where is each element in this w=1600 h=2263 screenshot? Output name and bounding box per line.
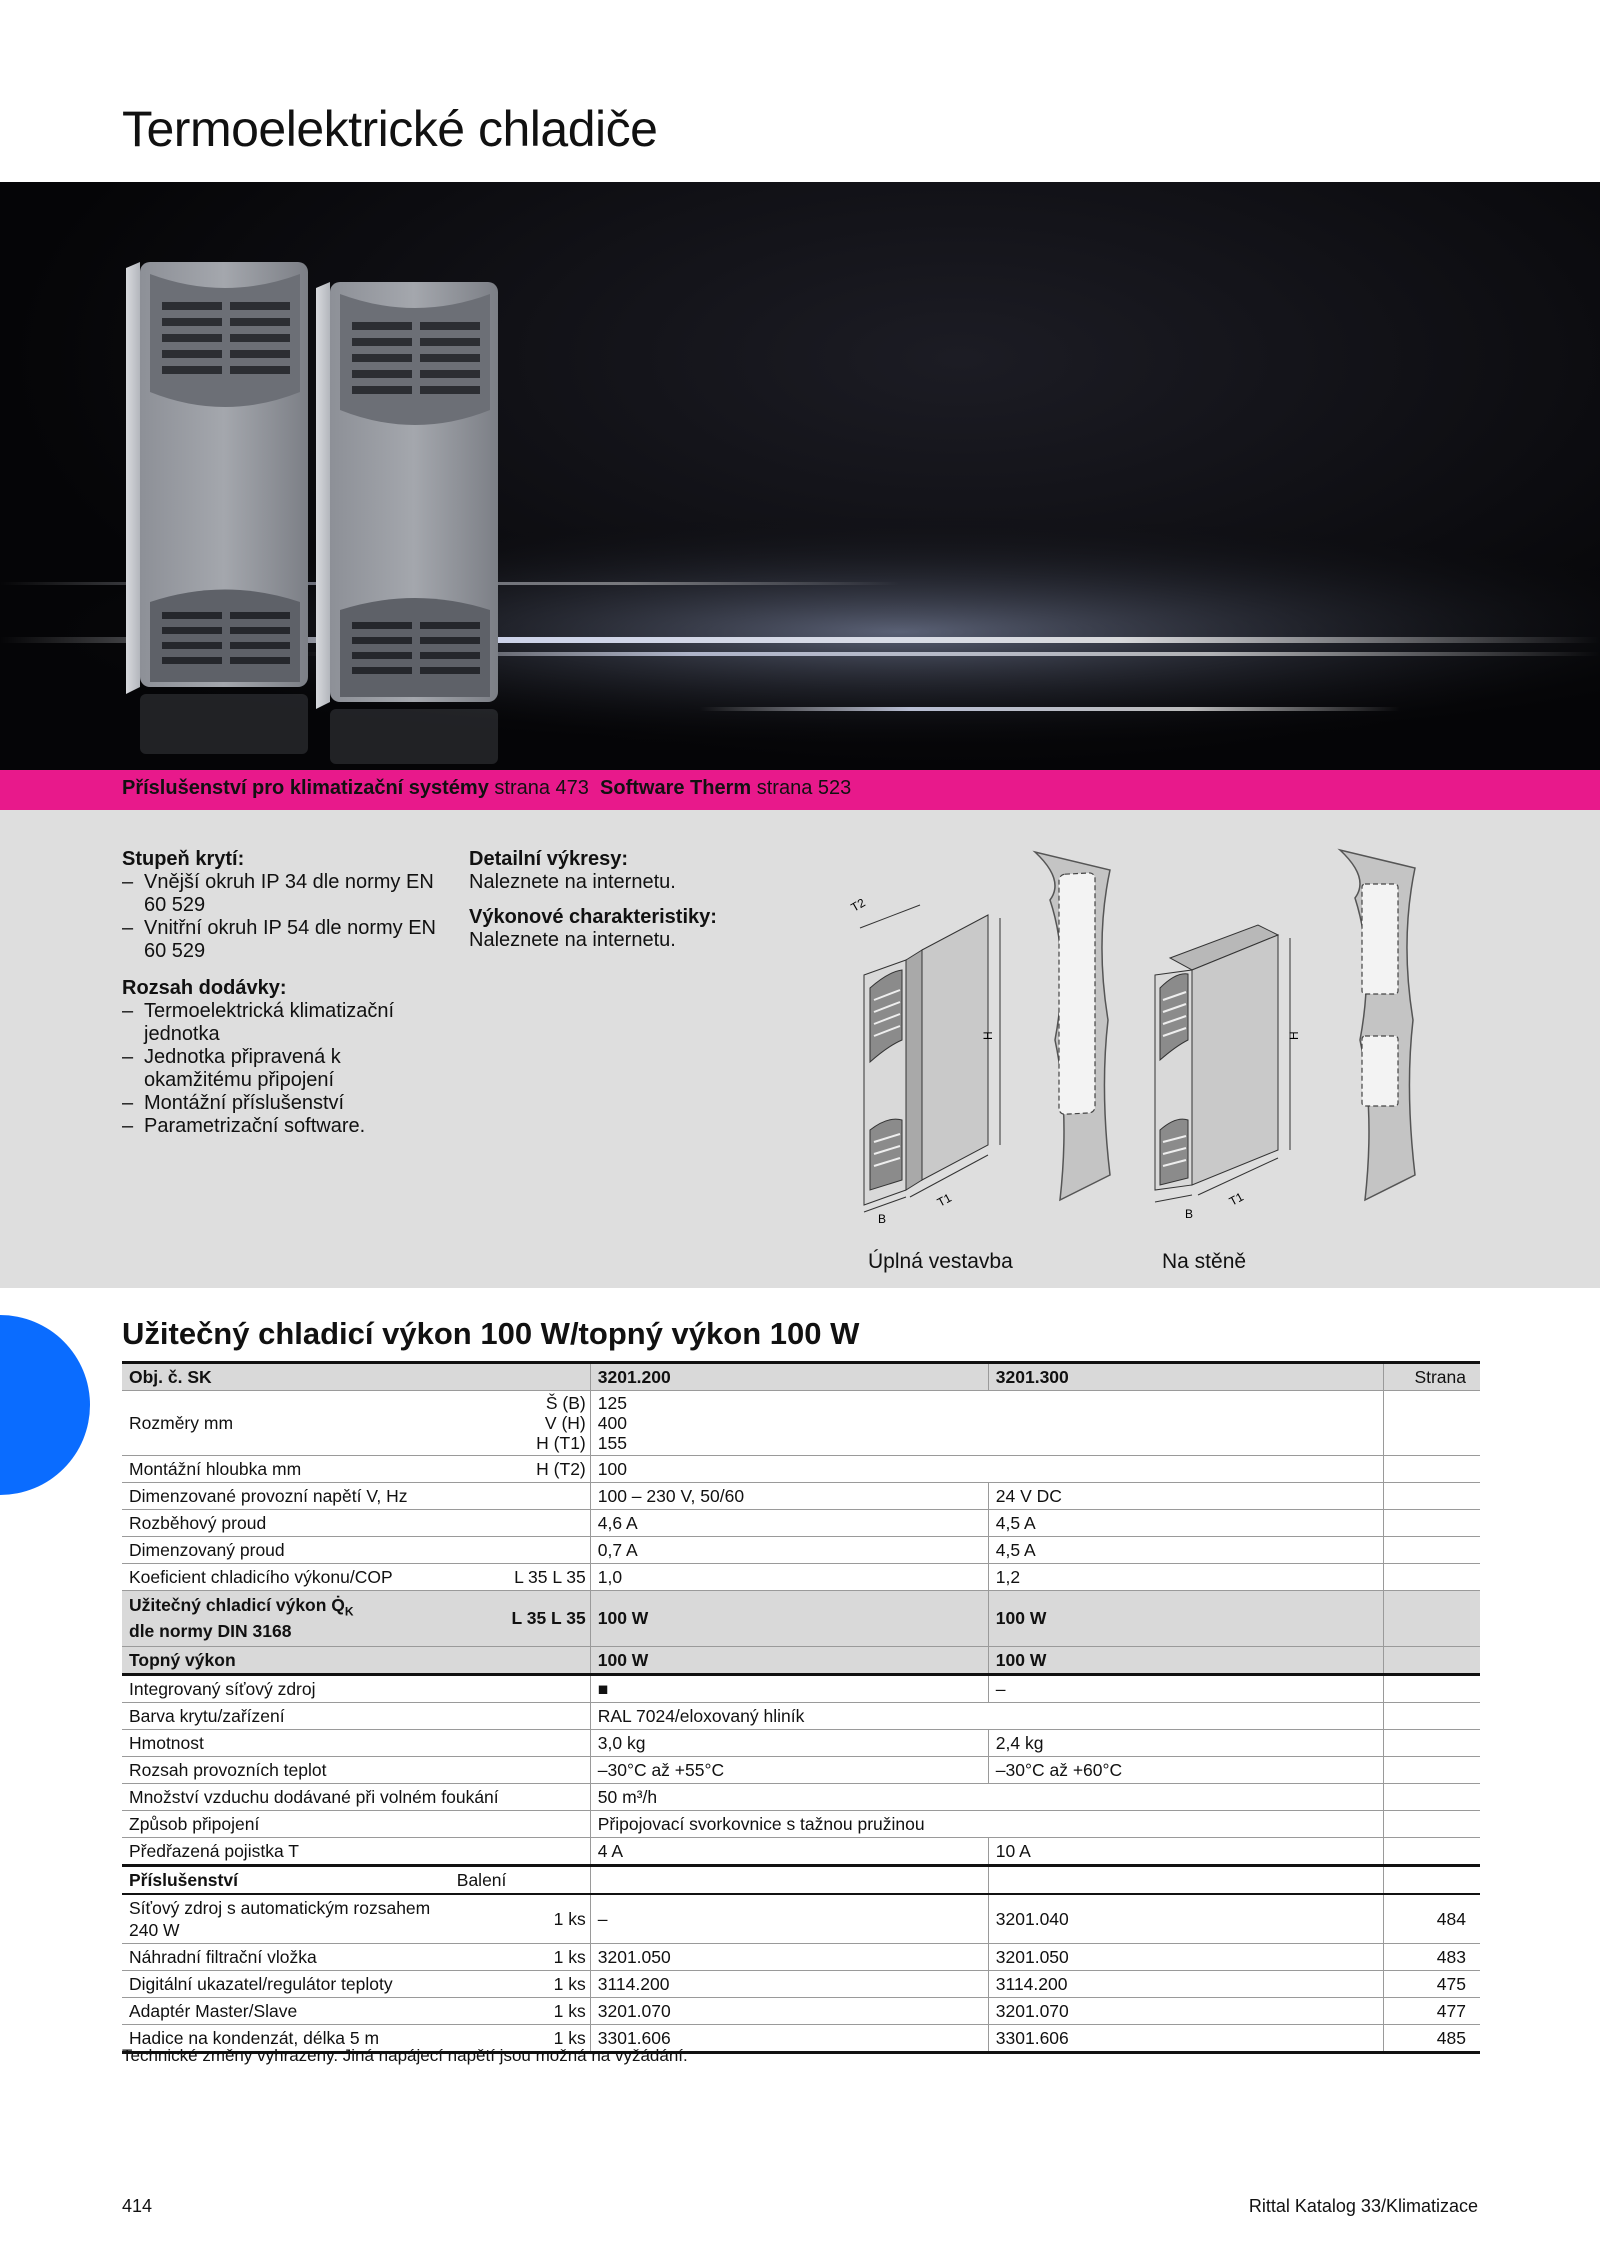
row-label: Integrovaný síťový zdroj	[122, 1674, 590, 1702]
cell-value: –30°C až +55°C	[590, 1756, 988, 1783]
accessory-row	[122, 1943, 1480, 1970]
cell-value: 100 W	[590, 1591, 988, 1647]
cooling-standard: dle normy DIN 3168	[129, 1620, 292, 1641]
footnote: Technické změny vyhrazeny. Jiná napájecí napětí jsou možná na vyžádání.	[122, 2046, 688, 2065]
section-title: Užitečný chladicí výkon 100 W/topný výkon 100 W	[122, 1316, 860, 1351]
hero-product-image	[0, 182, 1600, 770]
cell-value: 4,6 A	[590, 1510, 988, 1537]
cell-value: 100 – 230 V, 50/60	[590, 1483, 988, 1510]
dimension-key: Š (B)	[545, 1393, 586, 1413]
heating-power-row	[122, 1646, 1480, 1674]
accessories-heading: Příslušenství	[122, 1865, 450, 1894]
drawings-text: Naleznete na internetu.	[469, 871, 676, 893]
accessories-link-label[interactable]: Příslušenství pro klimatizační systémy	[122, 777, 489, 799]
accessory-label: Digitální ukazatel/regulátor teploty	[122, 1970, 450, 1997]
cell-value: 3201.050	[988, 1943, 1384, 1970]
accessory-row	[122, 1970, 1480, 1997]
software-page-ref: strana 523	[756, 777, 852, 799]
wall-mount-diagram	[1155, 850, 1415, 1221]
table-row	[122, 1564, 1480, 1591]
cell-value: 50 m³/h	[590, 1783, 1384, 1810]
table-row	[122, 1483, 1480, 1510]
chapter-tab[interactable]	[0, 1315, 90, 1495]
cell-value: 3114.200	[988, 1970, 1384, 1997]
cell-value: 3201.070	[590, 1997, 988, 2024]
row-label: Rozsah provozních teplot	[122, 1756, 590, 1783]
accessory-row	[122, 1997, 1480, 2024]
table-row	[122, 1729, 1480, 1756]
accessory-pack: 1 ks	[450, 2024, 590, 2052]
cell-value: 0,7 A	[590, 1537, 988, 1564]
software-link-label[interactable]: Software Therm	[600, 777, 752, 799]
accessory-pack: 1 ks	[450, 1894, 590, 1944]
cell-value: 3301.606	[590, 2024, 988, 2052]
supply-list	[122, 1000, 442, 1138]
list-item: – Termoelektrická klimatizační jednotka	[122, 1000, 442, 1046]
cell-value: ■	[590, 1674, 988, 1702]
drawings-heading: Detailní výkresy:	[469, 848, 628, 870]
accessory-label: Hadice na kondenzát, délka 5 m	[122, 2024, 450, 2052]
accessory-row	[122, 1894, 1480, 1944]
accessory-pack: 1 ks	[450, 1970, 590, 1997]
table-row	[122, 1702, 1480, 1729]
row-label: Předřazená pojistka T	[122, 1837, 590, 1865]
table-row	[122, 1810, 1480, 1837]
cell-value: 3301.606	[988, 2024, 1384, 2052]
page-ref: 483	[1384, 1943, 1480, 1970]
dimension-key: H (T1)	[536, 1433, 586, 1453]
dim-label-t2: T2	[848, 895, 868, 915]
page-ref: 484	[1384, 1894, 1480, 1944]
cell-value: 4,5 A	[988, 1510, 1384, 1537]
page-title: Termoelektrické chladiče	[122, 101, 658, 157]
accessory-label: Adaptér Master/Slave	[122, 1997, 450, 2024]
table-row	[122, 1674, 1480, 1702]
full-install-label: Úplná vestavba	[868, 1250, 1013, 1273]
table-row	[122, 1391, 1480, 1456]
row-qualifier: H (T2)	[450, 1456, 590, 1483]
page-ref: 477	[1384, 1997, 1480, 2024]
page-ref: 475	[1384, 1970, 1480, 1997]
page-number: 414	[122, 2196, 153, 2216]
header-label: Obj. č. SK	[122, 1363, 590, 1391]
cooler-unit-image	[316, 282, 498, 764]
list-item: – Jednotka připravená k okamžitému připojení	[122, 1046, 442, 1092]
protection-list	[122, 871, 442, 963]
page-ref: 485	[1384, 2024, 1480, 2052]
cooler-unit-image	[126, 262, 308, 754]
cooling-power-row	[122, 1591, 1480, 1647]
protection-heading: Stupeň krytí:	[122, 848, 245, 870]
page-column-header: Strana	[1384, 1363, 1480, 1391]
dim-label-h: H	[981, 1031, 995, 1040]
cell-value: 100	[590, 1456, 1384, 1483]
row-label: Rozběhový proud	[122, 1510, 450, 1537]
cell-value: 100 W	[988, 1646, 1384, 1674]
table-row	[122, 1837, 1480, 1865]
dimension-keys	[450, 1391, 590, 1456]
dim-label-b: B	[878, 1212, 887, 1226]
cell-value: 100 W	[590, 1646, 988, 1674]
row-label	[122, 1591, 450, 1647]
row-label: Hmotnost	[122, 1729, 590, 1756]
dim-label-t1: T1	[1226, 1189, 1246, 1209]
cell-value: 1,2	[988, 1564, 1384, 1591]
cell-value: 24 V DC	[988, 1483, 1384, 1510]
cell-value: RAL 7024/eloxovaný hliník	[590, 1702, 1384, 1729]
cell-value: 10 A	[988, 1837, 1384, 1865]
performance-text: Naleznete na internetu.	[469, 929, 676, 951]
cooling-label-subscript: K	[344, 1604, 354, 1619]
protection-scope-column	[122, 848, 442, 1138]
cell-value: Připojovací svorkovnice s tažnou pružinou	[590, 1810, 1384, 1837]
dimension-value: 400	[597, 1413, 627, 1433]
list-item: – Parametrizační software.	[122, 1115, 442, 1138]
model-a-number: 3201.200	[590, 1363, 988, 1391]
cell-value: 3,0 kg	[590, 1729, 988, 1756]
dimension-value: 125	[597, 1393, 627, 1413]
row-label: Rozměry mm	[122, 1391, 450, 1456]
cell-value: 3201.070	[988, 1997, 1384, 2024]
list-item: – Vnější okruh IP 34 dle normy EN 60 529	[122, 871, 442, 917]
performance-heading: Výkonové charakteristiky:	[469, 906, 717, 928]
cell-value: –	[590, 1894, 988, 1944]
row-qualifier	[450, 1537, 590, 1564]
cell-value: 4,5 A	[988, 1537, 1384, 1564]
row-qualifier	[450, 1510, 590, 1537]
dim-label-b: B	[1185, 1207, 1194, 1221]
dim-label-t1: T1	[934, 1190, 954, 1210]
row-qualifier	[450, 1483, 590, 1510]
dimension-key: V (H)	[544, 1413, 586, 1433]
cell-value: 4 A	[590, 1837, 988, 1865]
cell-value: 3201.040	[988, 1894, 1384, 1944]
table-header-row	[122, 1363, 1480, 1391]
dim-label-h: H	[1287, 1031, 1301, 1040]
supply-heading: Rozsah dodávky:	[122, 977, 287, 999]
row-label: Množství vzduchu dodávané při volném foukání	[122, 1783, 590, 1810]
cell-value: 2,4 kg	[988, 1729, 1384, 1756]
installation-diagrams	[840, 840, 1460, 1260]
dimension-value: 155	[597, 1433, 627, 1453]
list-item: – Montážní příslušenství	[122, 1092, 442, 1115]
list-item: – Vnitřní okruh IP 54 dle normy EN 60 529	[122, 917, 442, 963]
row-label: Koeficient chladicího výkonu/COP	[122, 1564, 450, 1591]
accessory-pack: 1 ks	[450, 1997, 590, 2024]
accessories-page-ref: strana 473	[494, 777, 589, 799]
spec-table	[122, 1361, 1480, 2054]
packaging-heading: Balení	[450, 1865, 590, 1894]
row-label: Způsob připojení	[122, 1810, 590, 1837]
row-qualifier: L 35 L 35	[450, 1591, 590, 1647]
catalog-reference: Rittal Katalog 33/Klimatizace	[1248, 2196, 1478, 2216]
cooling-label: Užitečný chladicí výkon Q̇	[129, 1595, 345, 1615]
cell-value: –	[988, 1674, 1384, 1702]
accessory-label: Náhradní filtrační vložka	[122, 1943, 450, 1970]
row-label: Barva krytu/zařízení	[122, 1702, 590, 1729]
dimension-values	[590, 1391, 1384, 1456]
table-row	[122, 1510, 1480, 1537]
model-b-number: 3201.300	[988, 1363, 1384, 1391]
cell-value: 1,0	[590, 1564, 988, 1591]
accessory-label: Síťový zdroj s automatickým rozsahem 240 W	[122, 1894, 450, 1944]
cell-value: 100 W	[988, 1591, 1384, 1647]
full-install-diagram	[849, 852, 1111, 1226]
table-row	[122, 1756, 1480, 1783]
row-label: Topný výkon	[122, 1646, 450, 1674]
cell-value: 3201.050	[590, 1943, 988, 1970]
row-label: Montážní hloubka mm	[122, 1456, 450, 1483]
table-row	[122, 1783, 1480, 1810]
row-label: Dimenzované provozní napětí V, Hz	[122, 1483, 450, 1510]
row-qualifier: L 35 L 35	[450, 1564, 590, 1591]
table-row	[122, 1456, 1480, 1483]
accessories-header-row	[122, 1865, 1480, 1894]
cell-value: –30°C až +60°C	[988, 1756, 1384, 1783]
row-label: Dimenzovaný proud	[122, 1537, 450, 1564]
accessory-pack: 1 ks	[450, 1943, 590, 1970]
accessories-reference-bar	[0, 770, 1600, 810]
cell-value: 3114.200	[590, 1970, 988, 1997]
table-row	[122, 1537, 1480, 1564]
drawings-column	[469, 848, 769, 952]
wall-mount-label: Na stěně	[1162, 1250, 1247, 1273]
